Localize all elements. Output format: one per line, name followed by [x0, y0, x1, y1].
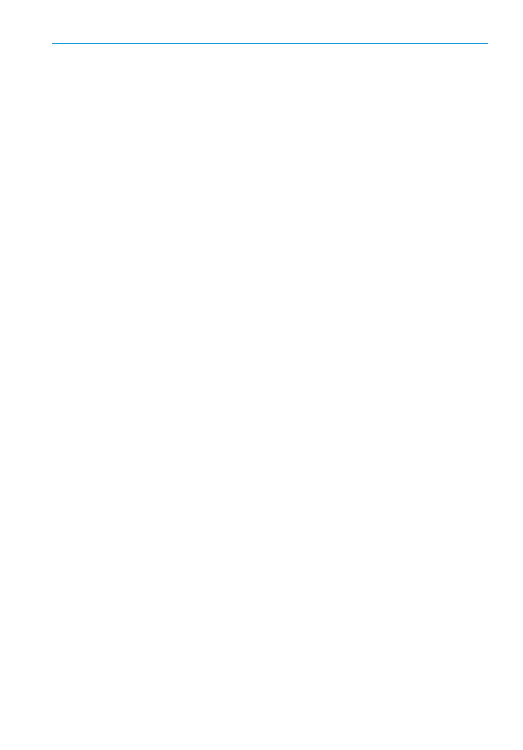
header-rule — [52, 43, 488, 44]
page-header — [52, 22, 488, 42]
dictionary-content — [52, 57, 488, 105]
